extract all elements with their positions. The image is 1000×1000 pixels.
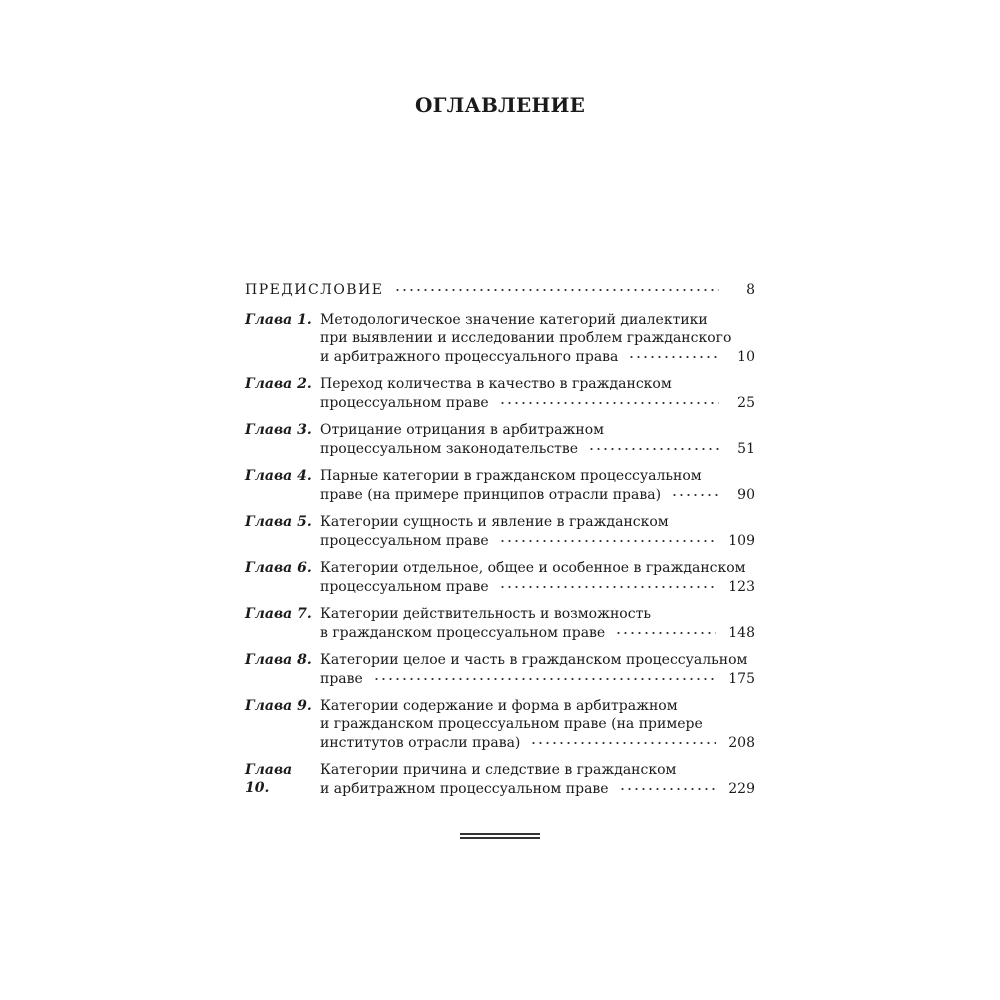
title-line: Категории целое и часть в гражданском процессуальном: [320, 652, 748, 668]
dot-leader: [499, 577, 717, 591]
title-line: Категории содержание и форма в арбитражном: [320, 698, 678, 714]
page-number: 148: [728, 625, 755, 641]
toc-entry[interactable]: [245, 375, 755, 412]
toc-entry[interactable]: [245, 513, 755, 550]
toc-entry[interactable]: [245, 697, 755, 752]
chapter-title: [320, 651, 755, 688]
chapter-label: Глава 7.: [245, 606, 312, 622]
page-number: 208: [728, 735, 755, 751]
chapter-label: Глава 8.: [245, 652, 312, 668]
title-line: Переход количества в качество в гражданском: [320, 376, 672, 392]
ornament-divider: [460, 833, 540, 841]
dot-leader: [628, 347, 719, 361]
title-line: процессуальном праве: [320, 533, 489, 549]
toc-entry[interactable]: [245, 421, 755, 458]
title-line: в гражданском процессуальном праве: [320, 625, 606, 641]
chapter-title: [320, 421, 755, 458]
title-line: и арбитражного процессуального права: [320, 349, 619, 365]
chapter-title: [320, 697, 755, 752]
toc-entries: [245, 311, 755, 798]
title-line: Методологическое значение категорий диалектики: [320, 312, 708, 328]
dot-leader: [499, 393, 719, 407]
title-line: институтов отрасли права): [320, 735, 521, 751]
dot-leader: [671, 485, 719, 499]
chapter-label: Глава 10.: [245, 762, 293, 796]
dot-leader: [394, 280, 719, 294]
title-line: праве: [320, 671, 363, 687]
dot-leader: [499, 531, 717, 545]
page-number: 51: [737, 441, 755, 457]
chapter-title: [320, 605, 755, 642]
title-line: при выявлении и исследовании проблем гражданского: [320, 330, 732, 346]
page-number: 10: [737, 349, 755, 365]
title-line: и арбитражном процессуальном праве: [320, 781, 609, 797]
chapter-title: [320, 375, 755, 412]
chapter-label: Глава 5.: [245, 514, 312, 530]
title-line: Категории причина и следствие в гражданском: [320, 762, 677, 778]
page-number: 175: [728, 671, 755, 687]
table-of-contents: [245, 280, 755, 807]
toc-entry[interactable]: [245, 559, 755, 596]
page-number: 109: [728, 533, 755, 549]
chapter-title: [320, 467, 755, 504]
chapter-title: [320, 311, 755, 366]
toc-preface[interactable]: [245, 280, 755, 299]
dot-leader: [588, 439, 719, 453]
dot-leader: [530, 733, 716, 747]
title-line: Отрицание отрицания в арбитражном: [320, 422, 605, 438]
chapter-label: Глава 1.: [245, 312, 312, 328]
chapter-title: [320, 559, 755, 596]
dot-leader: [373, 669, 716, 683]
toc-entry[interactable]: [245, 467, 755, 504]
preface-label: ПРЕДИСЛОВИЕ: [245, 282, 384, 298]
toc-entry[interactable]: [245, 605, 755, 642]
toc-entry[interactable]: [245, 761, 755, 798]
page-number: 90: [737, 487, 755, 503]
chapter-label: Глава 6.: [245, 560, 312, 576]
page-number: 123: [728, 579, 755, 595]
chapter-label: Глава 9.: [245, 698, 312, 714]
title-line: Категории сущность и явление в гражданском: [320, 514, 669, 530]
title-line: Категории отдельное, общее и особенное в гражданском: [320, 560, 746, 576]
chapter-label: Глава 2.: [245, 376, 312, 392]
title-line: Категории действительность и возможность: [320, 606, 651, 622]
page-number: 229: [728, 781, 755, 797]
title-line: процессуальном праве: [320, 395, 489, 411]
chapter-label: Глава 4.: [245, 468, 312, 484]
title-line: праве (на примере принципов отрасли права): [320, 487, 662, 503]
chapter-label: Глава 3.: [245, 422, 312, 438]
title-line: и гражданском процессуальном праве (на примере: [320, 716, 703, 732]
dot-leader: [615, 623, 716, 637]
toc-entry[interactable]: [245, 311, 755, 366]
page-title: ОГЛАВЛЕНИЕ: [414, 93, 586, 117]
chapter-title: [320, 761, 755, 798]
title-line: процессуальном законодательстве: [320, 441, 579, 457]
dot-leader: [619, 779, 717, 793]
title-line: процессуальном праве: [320, 579, 489, 595]
chapter-title: [320, 513, 755, 550]
page-number: 8: [746, 282, 755, 298]
toc-entry[interactable]: [245, 651, 755, 688]
page-number: 25: [737, 395, 755, 411]
title-line: Парные категории в гражданском процессуальном: [320, 468, 702, 484]
